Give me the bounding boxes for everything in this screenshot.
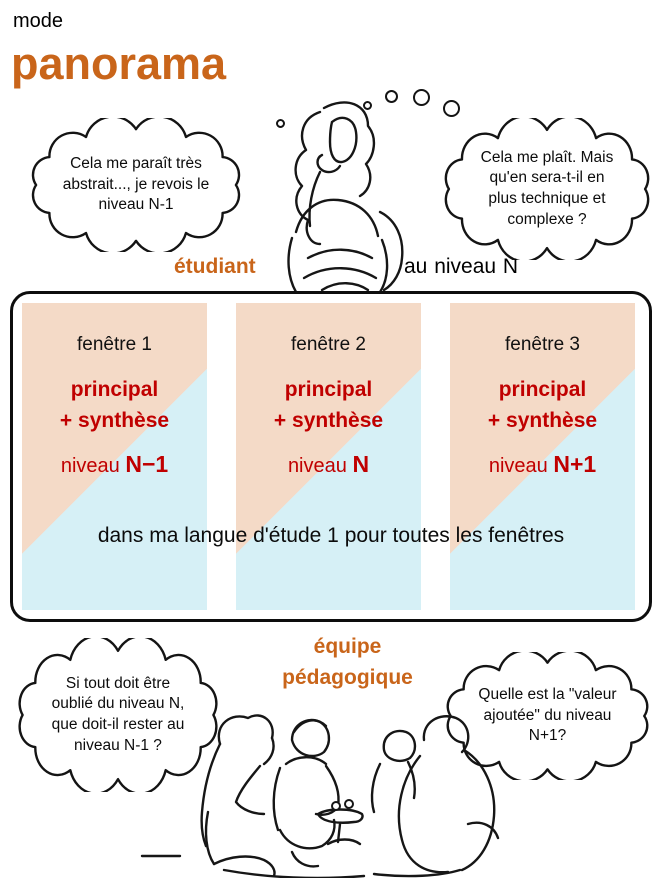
bubble-line: niveau N-1 ? xyxy=(74,736,162,754)
team-label-line: équipe xyxy=(313,635,382,658)
student-label: étudiant xyxy=(174,255,256,278)
page-title: panorama xyxy=(11,38,227,89)
bubble-line: Quelle est la "valeur xyxy=(478,686,617,704)
level-word: niveau xyxy=(287,455,347,477)
window-card-1 xyxy=(22,303,207,610)
window-level xyxy=(236,450,421,480)
bubble-line: Si tout doit être xyxy=(65,674,171,692)
team-label-line: pédagogique xyxy=(282,666,413,689)
mode-kicker: mode xyxy=(13,10,64,32)
bubble-line: complexe ? xyxy=(507,210,587,228)
bubble-line: Cela me paraît très xyxy=(70,155,202,173)
team-illustration xyxy=(130,706,515,878)
bubble-line: Cela me plaît. Mais xyxy=(480,148,614,166)
level-value: N xyxy=(352,451,370,477)
bubble-line: ajoutée" du niveau xyxy=(483,706,612,724)
bubble-line: que doit-il rester au xyxy=(51,716,185,733)
bubble-line: N+1? xyxy=(528,727,567,745)
level-value: N−1 xyxy=(125,451,169,477)
window-card-3 xyxy=(450,303,635,610)
thought-bubble-student-left xyxy=(25,118,247,252)
window-main-label: principal xyxy=(498,378,587,401)
bubble-line: abstrait..., je revois le xyxy=(62,175,210,193)
level-word: niveau xyxy=(488,455,548,477)
bubble-text xyxy=(438,118,656,260)
thought-trail-circle xyxy=(443,100,460,117)
window-plus-label: + synthèse xyxy=(487,409,598,432)
window-title: fenêtre 1 xyxy=(77,334,152,355)
window-level xyxy=(22,450,207,480)
window-level xyxy=(450,450,635,480)
bubble-line: oublié du niveau N, xyxy=(51,695,185,713)
windows-panel xyxy=(10,291,652,622)
team-label xyxy=(240,631,455,693)
window-title: fenêtre 3 xyxy=(505,334,580,355)
thought-bubble-student-right xyxy=(438,118,656,260)
window-title: fenêtre 2 xyxy=(291,334,366,355)
level-word: niveau xyxy=(60,455,120,477)
bubble-line: plus technique et xyxy=(488,190,606,207)
panel-footer-text: dans ma langue d'étude 1 pour toutes les fenêtres xyxy=(97,524,565,547)
window-card-2 xyxy=(236,303,421,610)
window-main-label: principal xyxy=(70,378,159,401)
window-plus-label: + synthèse xyxy=(59,409,170,432)
bubble-text xyxy=(25,118,247,252)
student-level-label: au niveau N xyxy=(404,255,519,278)
bubble-line: niveau N-1 xyxy=(98,196,174,214)
window-main-label: principal xyxy=(284,378,373,401)
bubble-line: qu'en sera-t-il en xyxy=(489,169,605,187)
window-plus-label: + synthèse xyxy=(273,409,384,432)
level-value: N+1 xyxy=(553,451,597,477)
